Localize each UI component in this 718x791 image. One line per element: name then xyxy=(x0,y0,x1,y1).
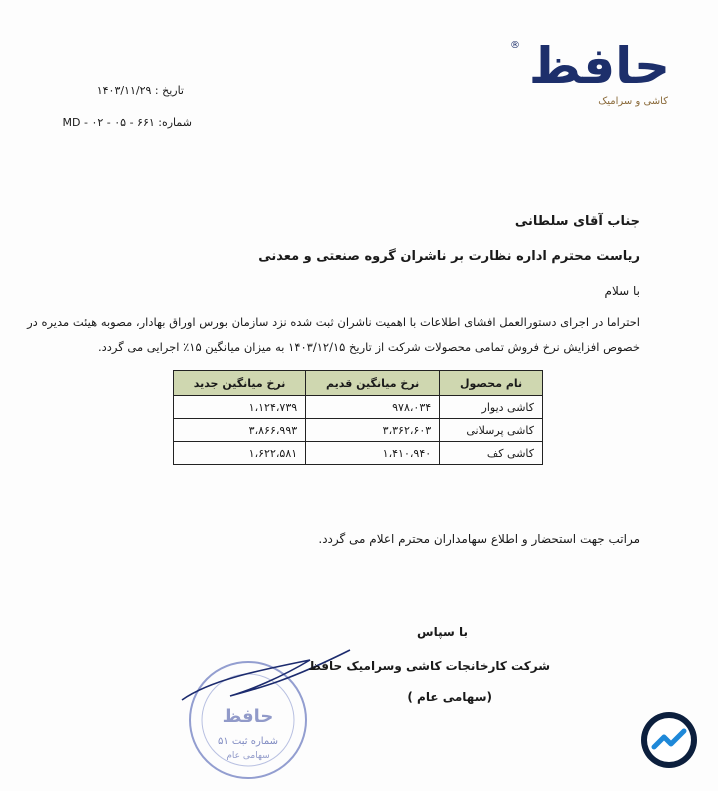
table-row xyxy=(174,396,543,419)
old-price-cell: ۱،۴۱۰،۹۴۰ xyxy=(306,442,440,465)
header-new-price: نرخ میانگین جدید xyxy=(174,371,306,396)
subject-line: ریاست محترم اداره نظارت بر ناشران گروه صنعتی و معدنی xyxy=(258,249,640,264)
stamp-and-signature xyxy=(170,630,370,790)
new-price-cell: ۳،۸۶۶،۹۹۳ xyxy=(174,419,306,442)
product-name-cell: کاشی دیوار xyxy=(440,396,543,419)
company-signature-name: شرکت کارخانجات کاشی وسرامیک حافظ xyxy=(308,659,550,673)
table-row xyxy=(174,442,543,465)
company-logo xyxy=(510,34,670,114)
trend-badge-icon xyxy=(640,711,698,769)
body-paragraph-line-2: خصوص افزایش نرخ فروش تمامی محصولات شرکت از تاریخ ۱۴۰۳/۱۲/۱۵ به میزان میانگین ۱۵٪ اجرایی می گردد. xyxy=(98,340,640,354)
addressee: جناب آقای سلطانی xyxy=(514,214,640,229)
stamp-company-name: حافظ xyxy=(222,706,274,727)
old-price-cell: ۳،۳۶۲،۶۰۳ xyxy=(306,419,440,442)
registered-mark: ® xyxy=(510,40,520,51)
new-price-cell: ۱،۱۲۴،۷۳۹ xyxy=(174,396,306,419)
stamp-company-type: سهامی عام xyxy=(226,751,270,761)
old-price-cell: ۹۷۸،۰۳۴ xyxy=(306,396,440,419)
letter-date: تاریخ : ۱۴۰۳/۱۱/۲۹ xyxy=(96,84,184,97)
thanks-line: با سپاس xyxy=(417,625,468,639)
logo-wordmark: حافظ xyxy=(528,37,670,95)
letter-number: شماره: ۶۶۱ - ۰۵ - ۰۲ - MD xyxy=(62,116,192,129)
company-type-line: (سهامی عام ) xyxy=(407,690,492,704)
price-table xyxy=(173,370,543,465)
header-old-price: نرخ میانگین قدیم xyxy=(306,371,440,396)
stamp-registration-number: شماره ثبت ۵۱ xyxy=(217,736,279,747)
greeting: با سلام xyxy=(604,284,640,298)
table-header-row xyxy=(174,371,543,396)
new-price-cell: ۱،۶۲۲،۵۸۱ xyxy=(174,442,306,465)
body-paragraph-line-1: احتراما در اجرای دستورالعمل افشای اطلاعات با اهمیت ناشران ثبت شده نزد سازمان بورس اوراق بهادار، مصوبه هیئت مدیره در xyxy=(27,315,640,329)
header-product-name: نام محصول xyxy=(440,371,543,396)
product-name-cell: کاشی کف xyxy=(440,442,543,465)
logo-tagline: کاشی و سرامیک xyxy=(598,96,668,107)
table-row xyxy=(174,419,543,442)
signature-stroke xyxy=(182,650,350,700)
closing-line: مراتب جهت استحضار و اطلاع سهامداران محترم اعلام می گردد. xyxy=(318,532,640,546)
product-name-cell: کاشی پرسلانی xyxy=(440,419,543,442)
